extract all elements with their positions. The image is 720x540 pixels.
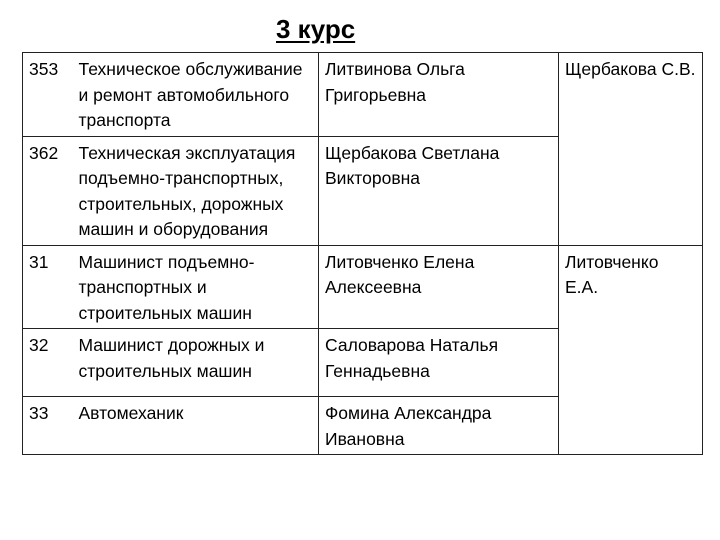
specialty-name: Техническое обслуживание и ремонт автомобильного транспорта bbox=[73, 53, 319, 137]
group-code: 353 bbox=[23, 53, 73, 137]
specialty-name: Техническая эксплуатация подъемно-транспортных, строительных, дорожных машин и оборудования bbox=[73, 136, 319, 245]
teacher-name: Литвинова Ольга Григорьевна bbox=[319, 53, 559, 137]
group-code: 32 bbox=[23, 329, 73, 397]
teacher-name: Литовченко Елена Алексеевна bbox=[319, 245, 559, 329]
teacher-name: Фомина Александра Ивановна bbox=[319, 397, 559, 455]
teacher-name: Щербакова Светлана Викторовна bbox=[319, 136, 559, 245]
specialty-name: Машинист дорожных и строительных машин bbox=[73, 329, 319, 397]
group-code: 31 bbox=[23, 245, 73, 329]
teacher-name: Саловарова Наталья Геннадьевна bbox=[319, 329, 559, 397]
specialty-name: Автомеханик bbox=[73, 397, 319, 455]
specialty-name: Машинист подъемно-транспортных и строительных машин bbox=[73, 245, 319, 329]
table-row bbox=[23, 53, 703, 137]
group-code: 33 bbox=[23, 397, 73, 455]
supervisor-name: Щербакова С.В. bbox=[559, 53, 703, 246]
group-code: 362 bbox=[23, 136, 73, 245]
supervisor-name: Литовченко Е.А. bbox=[559, 245, 703, 455]
schedule-table bbox=[22, 52, 703, 455]
page-title: 3 курс bbox=[276, 14, 356, 44]
table-row bbox=[23, 245, 703, 329]
